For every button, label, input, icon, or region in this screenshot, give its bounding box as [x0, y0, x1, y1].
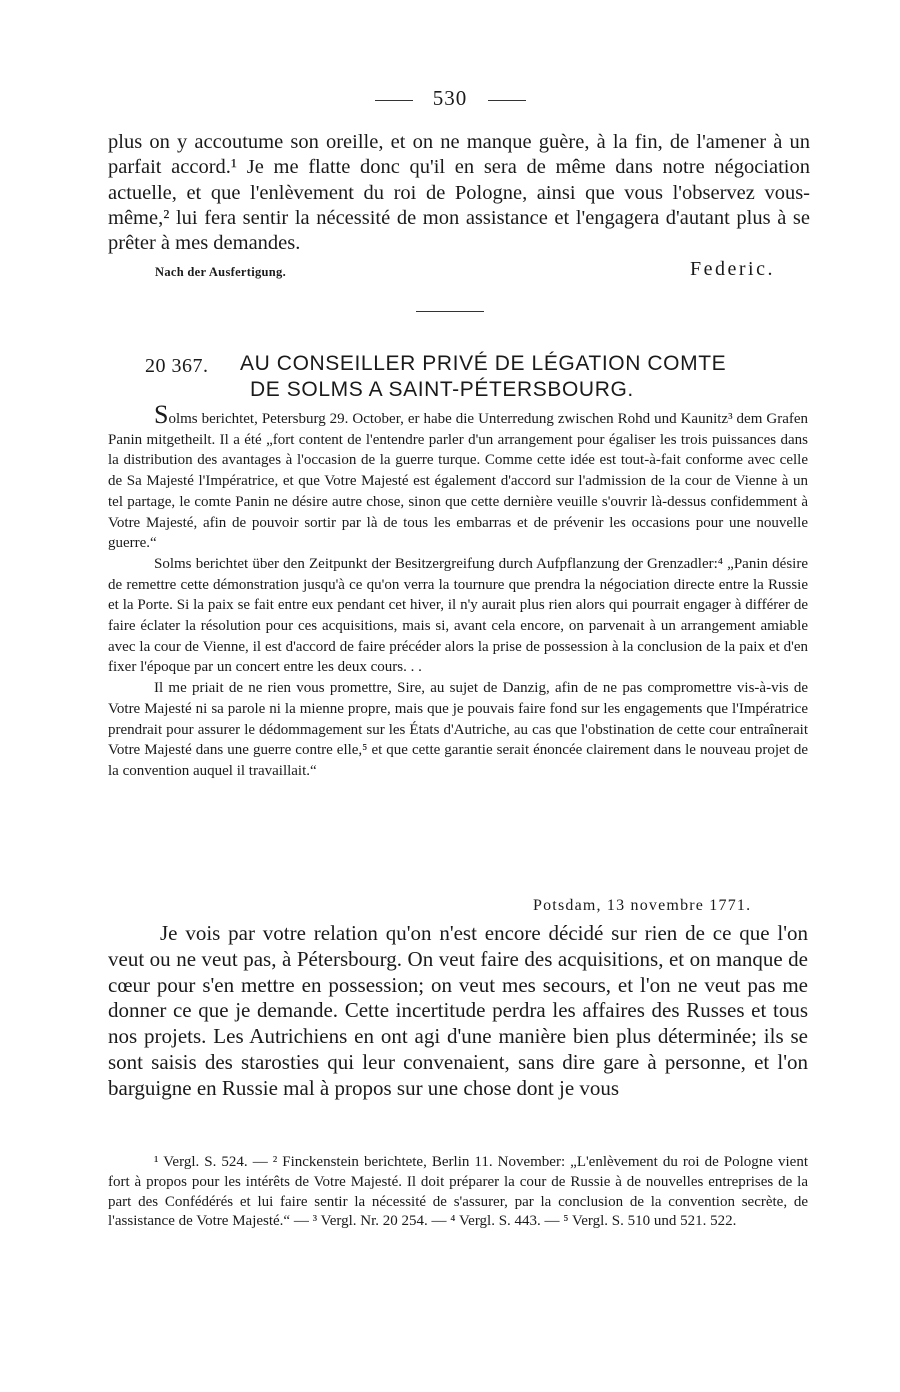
dateline: Potsdam, 13 novembre 1771.	[533, 897, 752, 914]
footnotes	[108, 1153, 808, 1232]
summary-initial: S	[154, 400, 169, 429]
letter-body	[108, 921, 808, 1102]
summary-paragraph-3: Il me priait de ne rien vous promettre, Sire, au sujet de Danzig, afin de ne pas compromettre vis-à-vis de Votre Majesté ni sa parole ni la mienne propre, mais que je pouvais faire fond sur les engagements que l'Impératrice prendrait pour assurer le dédommagement sur les États d'Autriche, au cas que l'obstination de cette cour entraînerait Votre Majesté dans une guerre contre elle,⁵ et que cette garantie serait énoncée clairement dans le nouveau projet de la convention auquel il travaillait.“	[108, 680, 808, 779]
footnotes-text: ¹ Vergl. S. 524. — ² Finckenstein berichtete, Berlin 11. November: „L'enlèvement du roi de Pologne vient fort à propos pour les intérêts de Votre Majesté. Il doit préparer la cour de Russie à de nouvelles entreprises de la part des Confédérés et lui faire sentir la nécessité de s'assurer, par la conclusion de la convention secrète, de l'assistance de Votre Majesté.“ — ³ Vergl. Nr. 20 254. — ⁴ Vergl. S. 443. — ⁵ Vergl. S. 510 und 521. 522.	[108, 1154, 808, 1230]
header-dash-left	[375, 100, 413, 101]
summary-paragraph-1	[108, 400, 808, 554]
document-title-line-2: DE SOLMS A SAINT-PÉTERSBOURG.	[250, 378, 634, 401]
section-divider	[416, 311, 484, 312]
header-dash-right	[488, 100, 526, 101]
document-title-line-1: AU CONSEILLER PRIVÉ DE LÉGATION COMTE	[240, 352, 727, 375]
document-number: 20 367.	[145, 355, 209, 377]
continuation-paragraph: plus on y accoutume son oreille, et on ne manque guère, à la fin, de l'amener à un parfait accord.¹ Je me flatte donc qu'il en sera de même dans notre négociation actuelle, et que l'enlèvement du roi de Pologne, ainsi que vous l'observez vous-même,² lui fera sentir la nécessité de mon assistance et l'engagera d'autant plus à se prêter à mes demandes.	[108, 131, 810, 255]
page-number: 530	[432, 86, 468, 110]
letter-paragraph: Je vois par votre relation qu'on n'est encore décidé sur rien de ce que l'on veut ou ne veut pas, à Pétersbourg. On veut faire des acquisitions, et on manque de cœur pour s'en mettre en possession; on veut mes secours, et l'on ne veut pas me donner ce que je demande. Cette incertitude perdra les affaires des Russes et tous nos projets. Les Autrichiens en ont agi d'une manière bien plus déterminée; ils se sont saisis des starosties qui leur convenaient, sans dire gare à personne, et l'on barguigne en Russie mal à propos sur une chose dont je vous	[108, 921, 808, 1100]
page-header	[0, 86, 900, 111]
document-summary	[108, 400, 808, 782]
source-note: Nach der Ausfertigung.	[155, 265, 287, 279]
signature: Federic.	[690, 258, 775, 280]
summary-paragraph-1-text: olms berichtet, Petersburg 29. October, er habe die Unterredung zwischen Rohd und Kaunitz³ dem Grafen Panin mitgetheilt. Il a été „fort content de l'entendre parler d'un arrangement pour égaliser les trois puissances dans la distribution des avantages à l'occasion de la guerre turque. Comme cette idée est tout-à-fait conforme avec celle de Sa Majesté l'Impératrice, et que Votre Majesté est également d'accord sur l'admission de la cour de Vienne à un tel partage, le comte Panin ne désire autre chose, sinon que cette dernière veuille s'ouvrir là-dessus confidemment à Votre Majesté, afin de pouvoir sortir par là de tous les embarras et de prévenir les occasions pour une nouvelle guerre.“	[108, 411, 808, 552]
summary-paragraph-2: Solms berichtet über den Zeitpunkt der Besitzergreifung durch Aufpflanzung der Grenzadler:⁴ „Panin désire de remettre cette démonstration jusqu'à ce qu'on verra la tournure que prendra la négociation directe entre la Russie et la Porte. Si la paix se fait entre eux pendant cet hiver, il n'y aurait plus rien alors qui pourrait engager à différer de faire éclater la résolution pour ces acquisitions, mais si, avant cela encore, on parvenait à un arrangement amiable avec la cour de Vienne, il est d'accord de faire précéder alors la prise de possession à la conclusion de la paix et d'en fixer l'époque par un concert entre les deux cours. . .	[108, 555, 808, 676]
